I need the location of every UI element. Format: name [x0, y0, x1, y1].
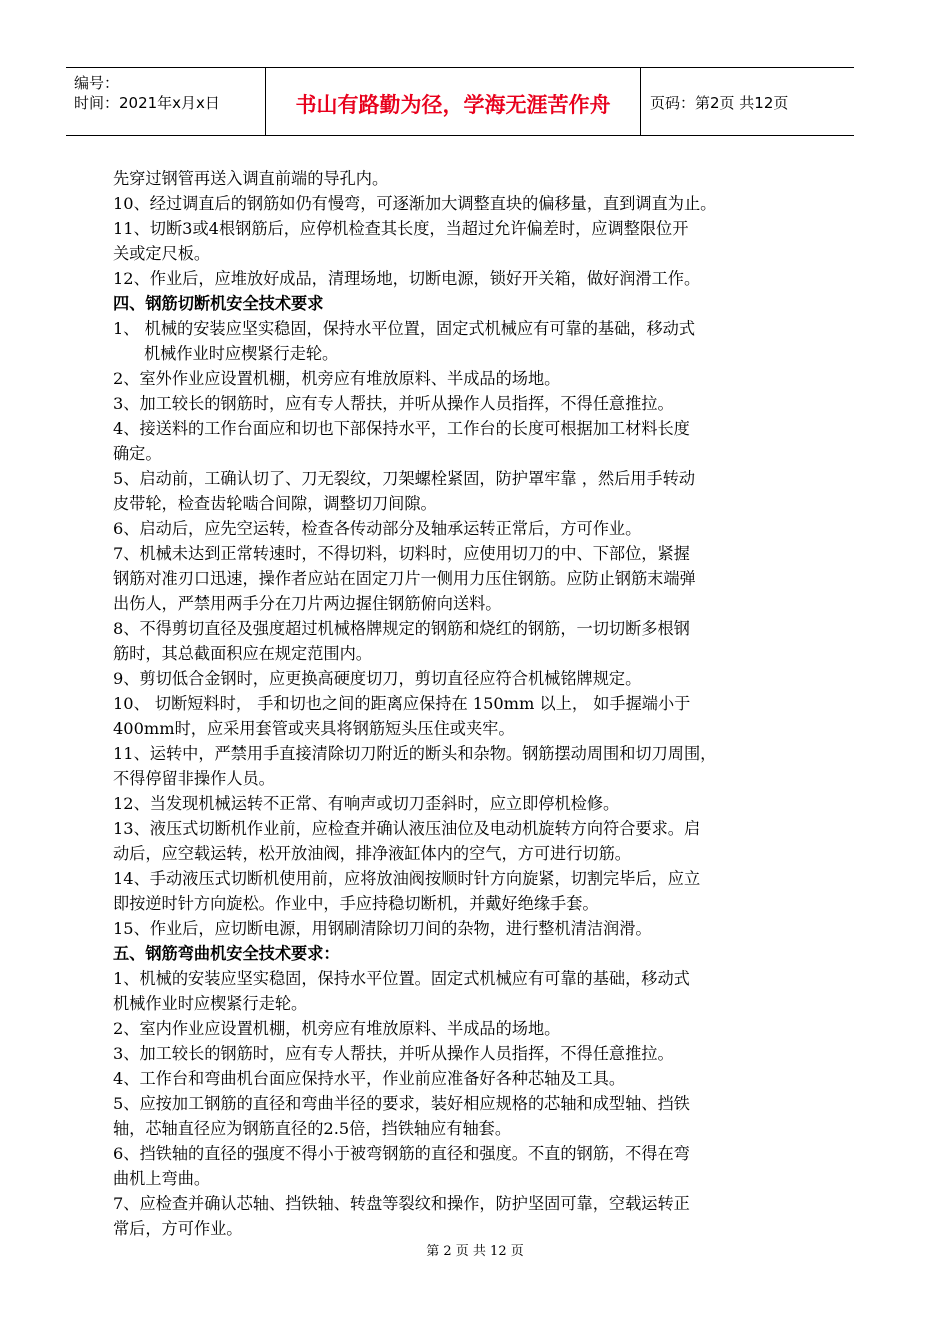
text-line: 5、启动前，工确认切了、刀无裂纹，刀架螺栓紧固，防护罩牢靠 ，然后用手转动 [113, 469, 696, 488]
text-line: 先穿过钢管再送入调直前端的导孔内。 [113, 169, 389, 188]
text-line: 400mm时，应采用套管或夹具将钢筋短头压住或夹牢。 [113, 719, 515, 738]
text-line: 4、接送料的工作台面应和切也下部保持水平，工作台的长度可根据加工材料长度 [113, 419, 690, 438]
text-line: 1、 机械的安装应坚实稳固，保持水平位置，固定式机械应有可靠的基础，移动式 [113, 319, 696, 338]
text-line: 确定。 [113, 444, 162, 463]
text-line: 6、挡铁轴的直径的强度不得小于被弯钢筋的直径和强度。不直的钢筋，不得在弯 [113, 1144, 690, 1163]
text-line: 7、机械未达到正常转速时，不得切料，切料时，应使用切刀的中、下部位，紧握 [113, 544, 690, 563]
text-line: 机械作业时应楔紧行走轮。 [144, 344, 339, 363]
text-line: 3、加工较长的钢筋时，应有专人帮扶，并听从操作人员指挥，不得任意推拉。 [113, 394, 674, 413]
text-line: 轴，芯轴直径应为钢筋直径的2.5倍，挡铁轴应有轴套。 [113, 1119, 512, 1138]
text-line: 2、室外作业应设置机棚，机旁应有堆放原料、半成品的场地。 [113, 369, 561, 388]
text-line: 1、机械的安装应坚实稳固，保持水平位置。固定式机械应有可靠的基础，移动式 [113, 969, 690, 988]
document-body [113, 166, 817, 1241]
text-line: 3、加工较长的钢筋时，应有专人帮扶，并听从操作人员指挥，不得任意推拉。 [113, 1044, 674, 1063]
header-page-cell [640, 68, 854, 135]
section-heading: 四、钢筋切断机安全技术要求 [113, 294, 324, 313]
text-line: 11、切断3或4根钢筋后，应停机检查其长度，当超过允许偏差时，应调整限位开 [113, 219, 689, 238]
text-line: 常后，方可作业。 [113, 1219, 243, 1238]
text-line: 筋时，其总截面积应在规定范围内。 [113, 644, 372, 663]
document-number-label: 编号： [74, 74, 120, 92]
text-line: 8、不得剪切直径及强度超过机械格牌规定的钢筋和烧红的钢筋，一切切断多根钢 [113, 619, 690, 638]
text-line: 11、运转中，严禁用手直接清除切刀附近的断头和杂物。钢筋摆动周围和切刀周围， [113, 744, 717, 763]
header-page-label: 页码：第2页 共12页 [650, 94, 789, 112]
text-line: 曲机上弯曲。 [113, 1169, 211, 1188]
header-info-cell [66, 68, 264, 135]
text-line: 13、液压式切断机作业前，应检查并确认液压油位及电动机旋转方向符合要求。启 [113, 819, 701, 838]
text-line: 7、应检查并确认芯轴、挡铁轴、转盘等裂纹和操作，防护坚固可靠，空载运转正 [113, 1194, 690, 1213]
page-header [66, 67, 854, 136]
section-heading: 五、钢筋弯曲机安全技术要求： [113, 944, 340, 963]
text-line: 12、当发现机械运转不正常、有响声或切刀歪斜时，应立即停机检修。 [113, 794, 620, 813]
header-motto-cell [265, 68, 641, 135]
text-line: 动后，应空载运转，松开放油阀，排净液缸体内的空气，方可进行切筋。 [113, 844, 631, 863]
text-line: 6、启动后，应先空运转，检查各传动部分及轴承运转正常后，方可作业。 [113, 519, 642, 538]
text-line: 5、应按加工钢筋的直径和弯曲半径的要求，装好相应规格的芯轴和成型轴、挡铁 [113, 1094, 690, 1113]
text-line: 10、经过调直后的钢筋如仍有慢弯，可逐渐加大调整直块的偏移量，直到调直为止。 [113, 194, 717, 213]
text-line: 机械作业时应楔紧行走轮。 [113, 994, 308, 1013]
text-line: 皮带轮，检查齿轮啮合间隙，调整切刀间隙。 [113, 494, 437, 513]
text-line: 4、工作台和弯曲机台面应保持水平，作业前应准备好各种芯轴及工具。 [113, 1069, 626, 1088]
header-motto: 书山有路勤为径，学海无涯苦作舟 [295, 93, 611, 117]
text-line: 钢筋对准刃口迅速，操作者应站在固定刀片一侧用力压住钢筋。应防止钢筋末端弹 [113, 569, 696, 588]
text-line: 10、 切断短料时， 手和切也之间的距离应保持在 150mm 以上， 如手握端小于 [113, 694, 691, 713]
text-line: 2、室内作业应设置机棚，机旁应有堆放原料、半成品的场地。 [113, 1019, 561, 1038]
page-footer: 第 2 页 共 12 页 [426, 1244, 524, 1259]
text-line: 关或定尺板。 [113, 244, 211, 263]
text-line: 出伤人，严禁用两手分在刀片两边握住钢筋俯向送料。 [113, 594, 502, 613]
text-line: 即按逆时针方向旋松。作业中，手应持稳切断机，并戴好绝缘手套。 [113, 894, 599, 913]
text-line: 9、剪切低合金钢时，应更换高硬度切刀，剪切直径应符合机械铭牌规定。 [113, 669, 642, 688]
text-line: 12、作业后，应堆放好成品，清理场地，切断电源，锁好开关箱，做好润滑工作。 [113, 269, 701, 288]
text-line: 14、手动液压式切断机使用前，应将放油阀按顺时针方向旋紧，切割完毕后，应立 [113, 869, 701, 888]
text-line: 15、作业后，应切断电源，用钢刷清除切刀间的杂物，进行整机清洁润滑。 [113, 919, 652, 938]
text-line: 不得停留非操作人员。 [113, 769, 275, 788]
document-time-label: 时间：2021年x月x日 [74, 94, 220, 112]
